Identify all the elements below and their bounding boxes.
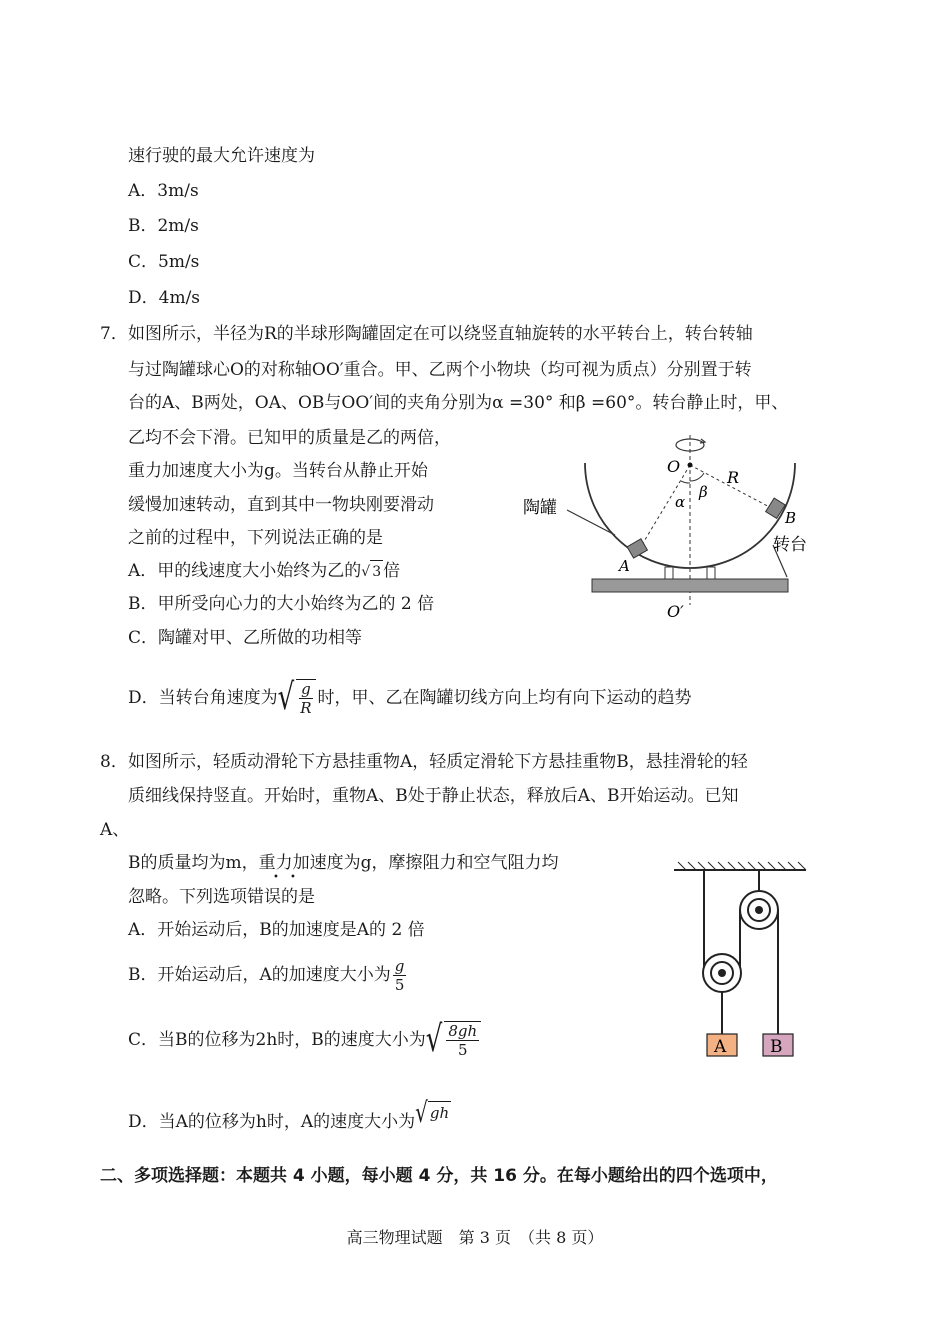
fraction-numerator: g	[301, 680, 311, 698]
q7-number: 7．	[100, 324, 128, 344]
sqrt-3-radicand: 3	[370, 560, 383, 583]
q8-stem-line5: 忽略。下列选项错误的是	[128, 887, 315, 907]
label-o: O	[667, 457, 681, 476]
sqrt-g-over-r: √ $\frac{g}{R}$	[278, 679, 318, 717]
label-alpha: α	[675, 493, 686, 511]
label-beta: β	[699, 483, 708, 501]
fraction-denominator: 5	[457, 1041, 468, 1059]
block-a	[627, 539, 647, 558]
q7-stem-line3: 台的A、B两处，OA、OB与OO′间的夹角分别为α =30° 和β =60°。转台静止时，甲、	[128, 393, 789, 413]
q8-option-c-text: C．当B的位移为2h时，B的速度大小为	[128, 1030, 426, 1050]
q7-option-c: C．陶罐对甲、乙所做的功相等	[128, 628, 363, 648]
sqrt-gh: √ gh	[415, 1095, 450, 1129]
label-a: A	[619, 557, 630, 575]
q7-jar-figure	[515, 425, 807, 625]
q7-option-d-text: D．当转台角速度为	[128, 688, 278, 708]
q8-option-c	[128, 1014, 483, 1066]
label-r: R	[727, 468, 740, 487]
q8-stem-line3: A、	[100, 820, 130, 840]
q8-option-a: A．开始运动后，B的加速度是A的 2 倍	[128, 920, 425, 940]
sqrt-8gh-over-5: √ $\frac{8gh}{5}$	[426, 1021, 483, 1059]
q8-stem-line1: 如图所示，轻质动滑轮下方悬挂重物A，轻质定滑轮下方悬挂重物B，悬挂滑轮的轻	[128, 752, 748, 772]
page-footer: 高三物理试题 第 3 页 （共 8 页）	[346, 1228, 604, 1247]
center-point	[688, 463, 693, 468]
fraction-denominator: R	[300, 699, 312, 717]
label-o-prime: O′	[667, 602, 684, 621]
q7-stem-line4: 乙均不会下滑。已知甲的质量是乙的两倍，	[128, 428, 451, 448]
label-table: 转台	[773, 535, 807, 555]
fraction-numerator: g	[394, 956, 405, 975]
turntable	[592, 579, 788, 592]
q7-option-b: B．甲所受向心力的大小始终为乙的 2 倍	[128, 594, 435, 614]
q6-option-b: B．2m/s	[128, 216, 199, 236]
q8-option-d	[128, 1095, 451, 1140]
q6-tail: 速行驶的最大允许速度为	[128, 146, 315, 166]
q7-option-d-suffix: 时，甲、乙在陶罐切线方向上均有向下运动的趋势	[317, 688, 692, 708]
q7-stem-line2: 与过陶罐球心O的对称轴OO′重合。甲、乙两个小物块（均可视为质点）分别置于转	[128, 360, 752, 380]
q8-stem-line4: B的质量均为m，重力加速度为g，摩擦阻力和空气阻力均	[128, 853, 559, 873]
block-b	[766, 498, 786, 518]
q7-option-d	[128, 672, 692, 724]
q8-option-d-text: D．当A的位移为h时，A的速度大小为	[128, 1112, 416, 1132]
fraction-numerator: 8gh	[448, 1022, 478, 1040]
label-jar: 陶罐	[523, 498, 557, 518]
q7-stem-line7: 之前的过程中，下列说法正确的是	[128, 528, 383, 548]
q7-stem-line1: 如图所示，半径为R的半球形陶罐固定在可以绕竖直轴旋转的水平转台上，转台转轴	[128, 324, 753, 344]
q8-stem-line2: 质细线保持竖直。开始时，重物A、B处于静止状态，释放后A、B开始运动。已知	[128, 786, 739, 806]
q7-stem-line6: 缓慢加速转动，直到其中一物块刚要滑动	[128, 495, 434, 515]
q8-option-b-text: B．开始运动后，A的加速度大小为	[128, 965, 391, 985]
q7-stem-line5: 重力加速度大小为g。当转台从静止开始	[128, 461, 428, 481]
q7-option-a-suffix: 倍	[383, 561, 401, 581]
sqrt-gh-radicand: gh	[428, 1101, 451, 1124]
emphasis-dot: •	[273, 872, 279, 883]
q7-option-a	[128, 560, 400, 583]
section-2-heading: 二、多项选择题：本题共 4 小题，每小题 4 分，共 16 分。在每小题给出的四个选项中，	[100, 1166, 778, 1186]
q6-option-c: C．5m/s	[128, 252, 200, 272]
label-weight-a: A	[714, 1037, 727, 1057]
q8-pulley-figure	[670, 858, 810, 1063]
q8-option-b	[128, 952, 408, 998]
fraction-denominator: 5	[394, 975, 405, 994]
fraction-g-over-5	[393, 957, 407, 994]
q7-option-a-text: A．甲的线速度大小始终为乙的	[128, 561, 362, 581]
q6-option-a: A．3m/s	[128, 181, 199, 201]
q6-option-d: D．4m/s	[128, 288, 201, 308]
label-b: B	[785, 509, 797, 527]
label-weight-b: B	[770, 1037, 783, 1057]
sqrt-3: √ 3	[361, 560, 383, 583]
q8-number: 8．	[100, 752, 128, 772]
emphasis-dot: •	[290, 872, 296, 883]
